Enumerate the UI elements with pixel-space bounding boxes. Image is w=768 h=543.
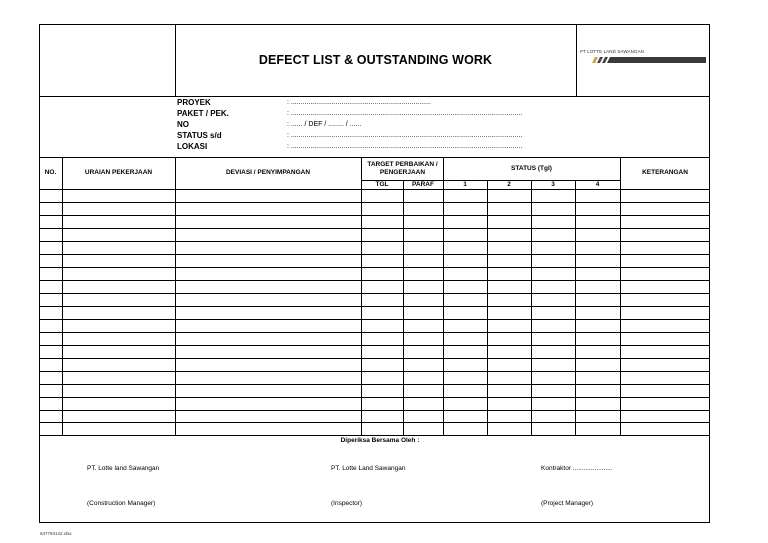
col-header-target: TARGET PERBAIKAN / PENGERJAAN [367, 161, 438, 176]
table-row [39, 345, 710, 346]
header-bottom-line [39, 96, 710, 97]
table-row [39, 319, 710, 320]
table-row [39, 215, 710, 216]
col-header-no: NO. [44, 169, 57, 176]
table-row [39, 267, 710, 268]
table-row [39, 202, 710, 203]
logo-stripes-icon [590, 57, 706, 64]
table-row [39, 384, 710, 385]
table-row [39, 410, 710, 411]
table-row [39, 293, 710, 294]
col-line [361, 157, 362, 435]
file-name: 647794142.xlsx [40, 531, 72, 536]
signatory-2-role: (Inspector) [331, 500, 363, 507]
col-header-keterangan: KETERANGAN [642, 169, 688, 176]
table-row [39, 228, 710, 229]
table-row [39, 332, 710, 333]
signatory-3-role: (Project Manager) [541, 500, 594, 507]
col-header-tgl: TGL [375, 181, 389, 188]
table-row [39, 241, 710, 242]
info-value-proyek: : ........................................................................ [287, 99, 431, 106]
info-label-status: STATUS s/d [177, 131, 222, 140]
info-value-lokasi: : ....................................................................................................................... [287, 143, 523, 150]
table-bottom-line [39, 435, 710, 436]
col-header-paraf: PARAF [412, 181, 434, 188]
table-row [39, 358, 710, 359]
table-header-bottom [39, 189, 710, 190]
table-row [39, 306, 710, 307]
status-col-4: 4 [595, 181, 600, 188]
signatory-1-company: PT. Lotte land Sawangan [87, 465, 160, 472]
table-row [39, 371, 710, 372]
info-label-proyek: PROYEK [177, 98, 211, 107]
col-header-uraian: URAIAN PEKERJAAN [84, 169, 153, 176]
col-header-deviasi: DEVIASI / PENYIMPANGAN [225, 169, 311, 176]
status-col-2: 2 [507, 181, 511, 188]
header-divider-right [576, 24, 577, 96]
info-label-lokasi: LOKASI [177, 142, 208, 151]
status-col-1: 1 [463, 181, 467, 188]
table-row [39, 280, 710, 281]
col-line [175, 157, 176, 435]
col-line [443, 157, 444, 435]
form-title: DEFECT LIST & OUTSTANDING WORK [258, 53, 493, 67]
signatory-2-company: PT. Lotte Land Sawangan [331, 465, 406, 472]
info-value-no: : ...... / DEF / ........ / ...... [287, 121, 362, 128]
table-row [39, 397, 710, 398]
info-value-status: : ....................................................................................................................... [287, 132, 523, 139]
col-header-status: STATUS (Tgl) [511, 165, 552, 172]
col-line [62, 157, 63, 435]
info-label-paket: PAKET / PEK. [177, 109, 229, 118]
table-top-line [39, 157, 710, 158]
status-col-3: 3 [551, 181, 555, 188]
table-row [39, 422, 710, 423]
signatory-3-company: Kontraktor ...................... [541, 465, 613, 472]
company-logo-text: PT LOTTE LAND SAWANGAN [580, 49, 645, 54]
signatory-1-role: (Construction Manager) [87, 500, 156, 507]
info-value-paket: : ....................................................................................................................... [287, 110, 523, 117]
table-row [39, 254, 710, 255]
col-line [620, 157, 621, 435]
info-label-no: NO [177, 120, 189, 129]
checked-by-label: Diperiksa Bersama Oleh : [340, 437, 420, 444]
